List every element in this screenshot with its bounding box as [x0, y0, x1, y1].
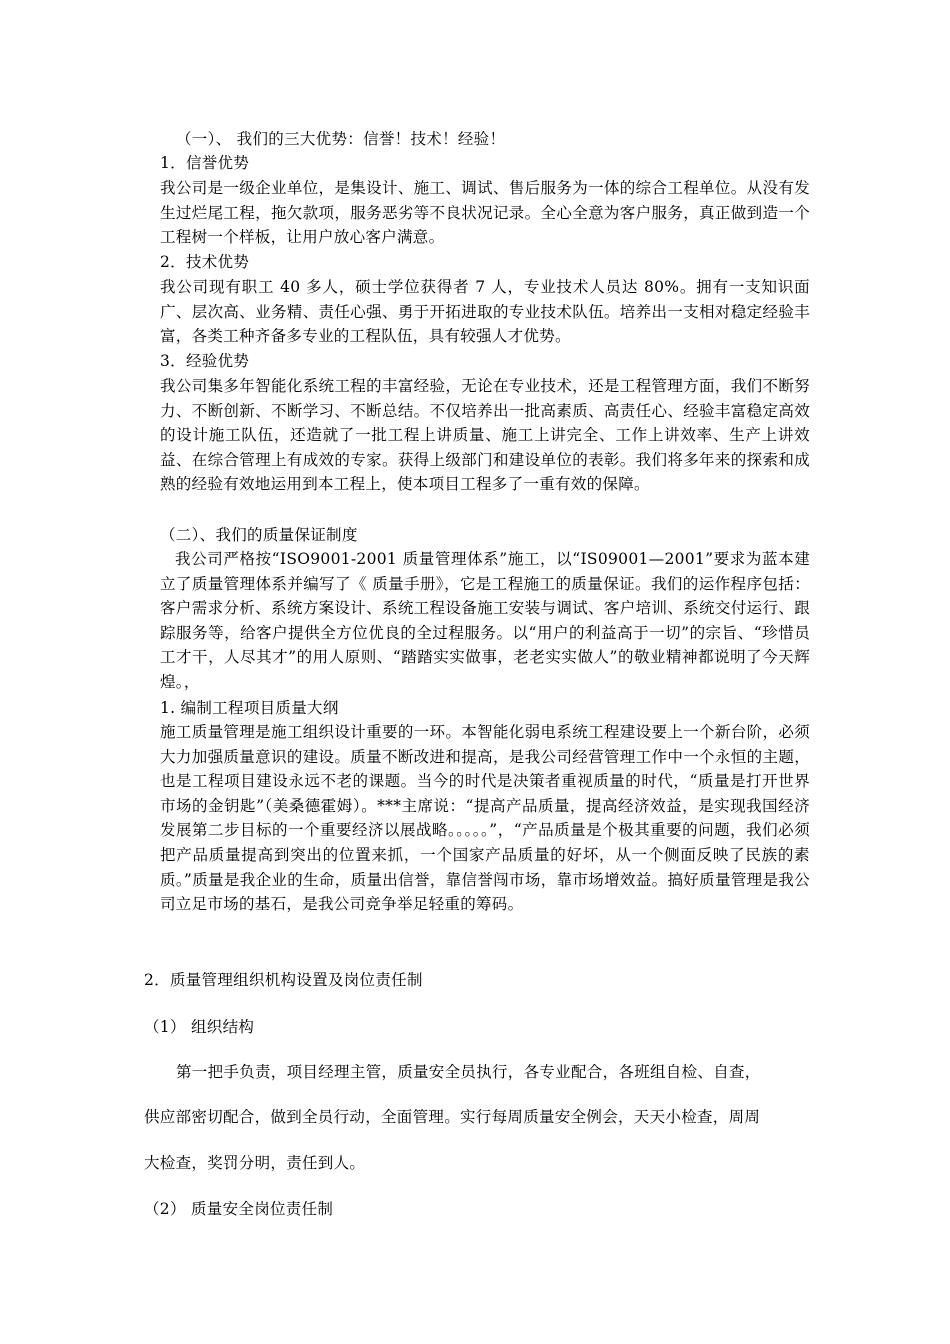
section-title-technology: 2．技术优势 [160, 253, 250, 271]
paragraph-quality-system: 我公司严格按“ISO9001-2001 质量管理体系”施工，以“IS09001—2001”要求为蓝本建立了质量管理体系并编写了《 质量手册》，它是工程施工的质量保证。我们的运作程序包括：客户需求分析、系统方案设计、系统工程设备施工安装与调试、客户培训、系统交付运行、跟踪服务等，给客户提供全方位优良的全过程服务。以“用户的利益高于一切”的宗旨、“珍惜员工才干，人尽其才”的用人原则、“踏踏实实做事，老老实实做人”的敬业精神都说明了今天辉煌。， [160, 550, 810, 691]
heading-quality-system: （二）、我们的质量保证制度 [160, 526, 358, 544]
paragraph-technology: 我公司现有职工 40 多人，硕士学位获得者 7 人，专业技术人员达 80%。拥有一支知识面广、层次高、业务精、责任心强、勇于开拓进取的专业技术队伍。培养出一支相对稳定经验丰富，各类工种齐备多专业的工程队伍，具有较强人才优势。 [160, 278, 810, 346]
subsection-title-structure: （1） 组织结构 [144, 1018, 255, 1036]
paragraph-experience: 我公司集多年智能化系统工程的丰富经验，无论在专业技术，还是工程管理方面，我们不断努力、不断创新、不断学习、不断总结。不仅培养出一批高素质、高责任心、经验丰富稳定高效的设计施工队伍，还造就了一批工程上讲质量、施工上讲完全、工作上讲效率、生产上讲效益、在综合管理上有成效的专家。获得上级部门和建设单位的表彰。我们将多年来的探索和成熟的经验有效地运用到本工程上，使本项目工程多了一重有效的保障。 [160, 377, 810, 494]
heading-advantages: （一）、 我们的三大优势：信誉！技术！经验！ [176, 130, 506, 148]
subsection-title-responsibility: （2） 质量安全岗位责任制 [144, 1200, 334, 1218]
org-line-1: 第一把手负责，项目经理主管，质量安全员执行，各专业配合，各班组自检、自查， [176, 1063, 761, 1081]
org-line-3: 大检查，奖罚分明，责任到人。 [144, 1154, 366, 1172]
paragraph-quality-outline: 施工质量管理是施工组织设计重要的一环。本智能化弱电系统工程建设要上一个新台阶，必须大力加强质量意识的建设。质量不断改进和提高，是我公司经营管理工作中一个永恒的主题，也是工程项目建设永远不老的课题。当今的时代是决策者重视质量的时代，“质量是打开世界市场的金钥匙”（美桑德霍姆）。***主席说：“提高产品质量，提高经济效益，是实现我国经济发展第二步目标的一个重要经济以展战略。。。。。”，“产品质量是个极其重要的问题，我们必须把产品质量提高到突出的位置来抓，一个国家产品质量的好坏，从一个侧面反映了民族的素质。”质量是我企业的生命，质量出信誉，靠信誉闯市场，靠市场增效益。搞好质量管理是我公司立足市场的基石，是我公司竞争举足轻重的筹码。 [160, 723, 810, 914]
section-title-quality-outline: 1. 编制工程项目质量大纲 [160, 699, 339, 717]
section-title-experience: 3．经验优势 [160, 352, 250, 370]
paragraph-reputation: 我公司是一级企业单位，是集设计、施工、调试、售后服务为一体的综合工程单位。从没有发生过烂尾工程，拖欠款项，服务恶劣等不良状况记录。全心全意为客户服务，真正做到造一个工程树一个样板，让用户放心客户满意。 [160, 179, 810, 247]
section-title-reputation: 1．信誉优势 [160, 154, 250, 172]
org-line-2: 供应部密切配合，做到全员行动，全面管理。实行每周质量安全例会，天天小检查，周周 [144, 1108, 761, 1126]
section-title-organization: 2．质量管理组织机构设置及岗位责任制 [144, 971, 423, 989]
